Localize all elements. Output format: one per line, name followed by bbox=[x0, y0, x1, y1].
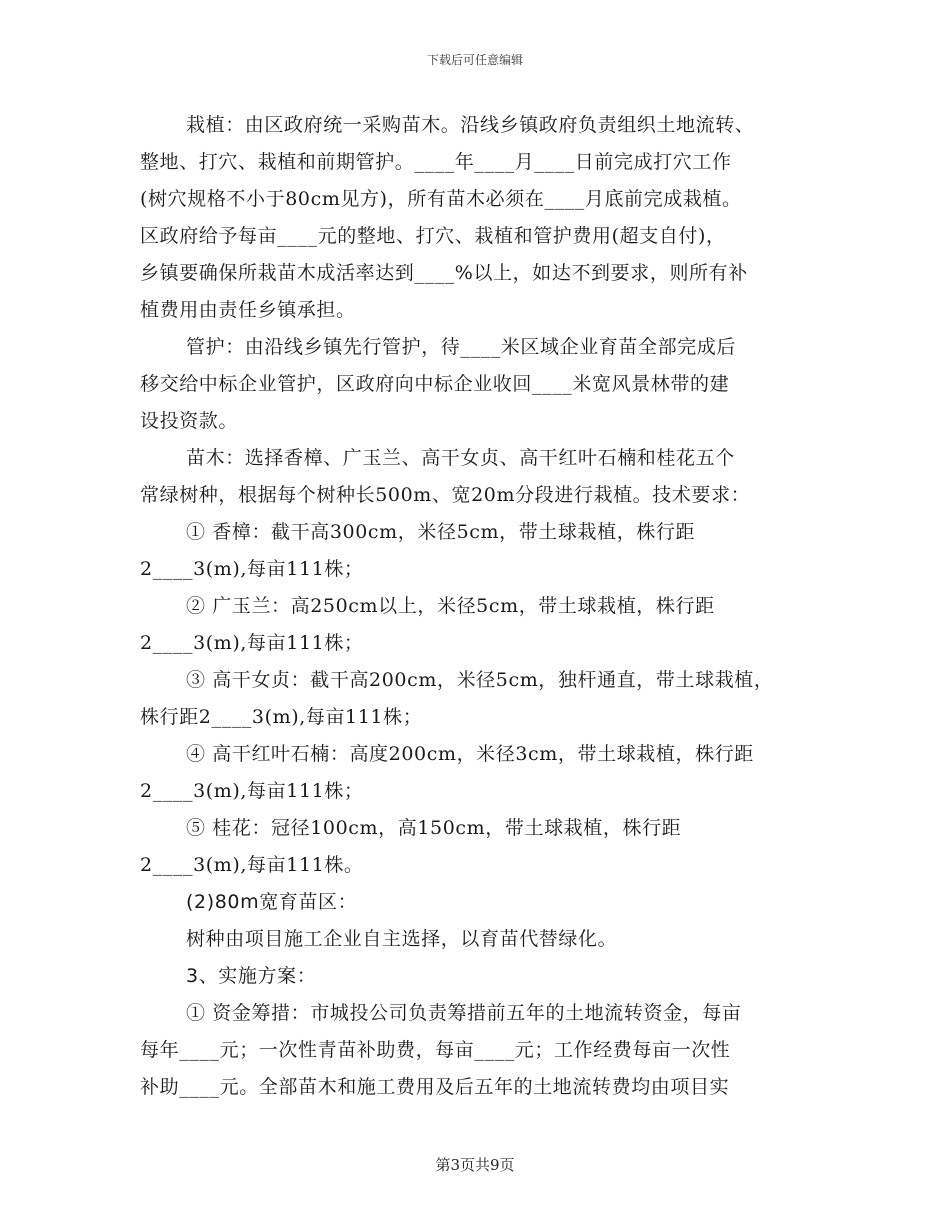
paragraph-line: 移交给中标企业管护，区政府向中标企业收回____米宽风景林带的建 bbox=[140, 373, 730, 395]
list-item-line: 每年____元；一次性青苗补助费，每亩____元；工作经费每亩一次性 bbox=[140, 1039, 731, 1061]
paragraph-line: 区政府给予每亩____元的整地、打穴、栽植和管护费用(超支自付)， bbox=[140, 225, 726, 247]
paragraph-line: 设投资款。 bbox=[140, 410, 239, 432]
paragraph-line: 整地、打穴、栽植和前期管护。____年____月____日前完成打穴工作 bbox=[140, 151, 732, 173]
list-item-line: ⑤ 桂花：冠径100cm，高150cm，带土球栽植，株行距 bbox=[186, 817, 682, 839]
list-item-line: 2____3(m),每亩111株； bbox=[140, 632, 364, 654]
document-body bbox=[140, 107, 820, 1106]
paragraph-line: 乡镇要确保所栽苗木成活率达到____%以上，如达不到要求，则所有补 bbox=[140, 262, 748, 284]
paragraph-line: 栽植：由区政府统一采购苗木。沿线乡镇政府负责组织土地流转、 bbox=[186, 114, 755, 136]
list-item-line: ④ 高干红叶石楠：高度200cm，米径3cm，带土球栽植，株行距 bbox=[186, 743, 754, 765]
paragraph-line: 管护：由沿线乡镇先行管护，待____米区域企业育苗全部完成后 bbox=[186, 336, 737, 358]
list-item-line: ① 香樟：截干高300cm，米径5cm，带土球栽植，株行距 bbox=[186, 521, 696, 543]
paragraph-line: (树穴规格不小于80cm见方)，所有苗木必须在____月底前完成栽植。 bbox=[140, 188, 742, 210]
list-item-line: 2____3(m),每亩111株； bbox=[140, 780, 364, 802]
list-item-line: 株行距2____3(m),每亩111株； bbox=[140, 706, 423, 728]
page-header: 下载后可任意编辑 bbox=[426, 53, 523, 67]
paragraph-line: 树种由项目施工企业自主选择，以育苗代替绿化。 bbox=[186, 928, 618, 950]
list-item-line: ① 资金筹措：市城投公司负责筹措前五年的土地流转资金，每亩 bbox=[186, 1002, 742, 1024]
paragraph-line: 苗木：选择香樟、广玉兰、高干女贞、高干红叶石楠和桂花五个 bbox=[186, 447, 735, 469]
list-item-line: ② 广玉兰：高250cm以上，米径5cm，带土球栽植，株行距 bbox=[186, 595, 715, 617]
list-item-line: 2____3(m),每亩111株。 bbox=[140, 854, 364, 876]
section-heading: (2)80m宽育苗区： bbox=[186, 891, 358, 913]
page-number: 第3页共9页 bbox=[435, 1156, 515, 1174]
list-item-line: ③ 高干女贞：截干高200cm，米径5cm，独杆通直，带土球栽植， bbox=[186, 669, 774, 691]
section-heading: 3、实施方案： bbox=[186, 965, 317, 987]
list-item-line: 补助____元。全部苗木和施工费用及后五年的土地流转费均由项目实 bbox=[140, 1076, 730, 1098]
paragraph-line: 植费用由责任乡镇承担。 bbox=[140, 299, 356, 321]
list-item-line: 2____3(m),每亩111株； bbox=[140, 558, 364, 580]
paragraph-line: 常绿树种，根据每个树种长500m、宽20m分段进行栽植。技术要求： bbox=[140, 484, 751, 506]
